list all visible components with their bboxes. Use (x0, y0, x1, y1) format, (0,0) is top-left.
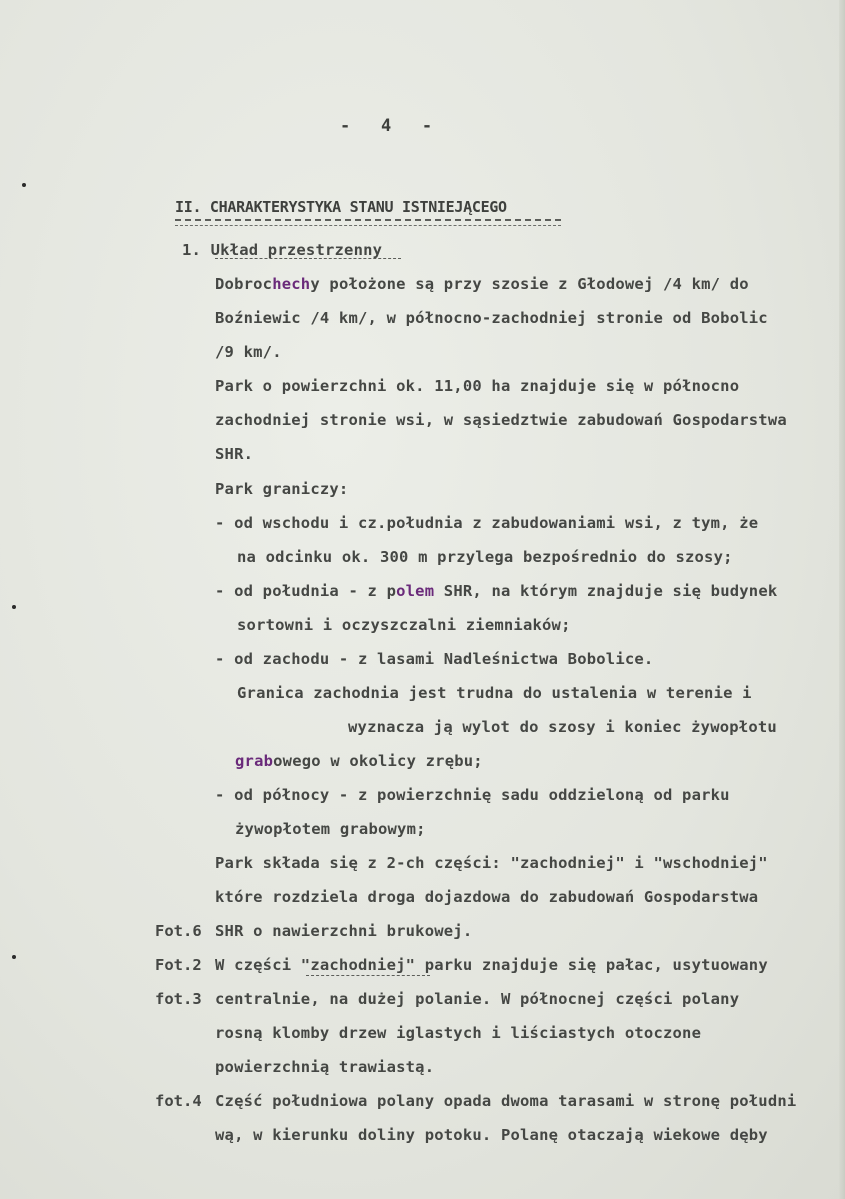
text-line: - od wschodu i cz.południa z zabudowaniami wsi, z tym, że (215, 514, 759, 532)
text-line: żywopłotem grabowym; (235, 820, 426, 838)
punch-hole-mark (12, 605, 16, 609)
photo-reference: Fot.2 (155, 956, 202, 974)
photo-reference: Fot.6 (155, 922, 202, 940)
page-edge-shadow (839, 0, 845, 1199)
text-line: SHR. (215, 445, 254, 463)
subsection-underline (215, 258, 401, 259)
handwritten-correction: grab (235, 752, 274, 770)
page-number: - 4 - (340, 116, 433, 136)
photo-reference: fot.3 (155, 990, 202, 1008)
text-line: SHR o nawierzchni brukowej. (215, 922, 473, 940)
text-line: W części "zachodniej" parku znajduje się pałac, usytuowany (215, 956, 768, 974)
text-line: - od południa - z polem SHR, na którym znajduje się budynek (215, 582, 778, 600)
punch-hole-mark (12, 955, 16, 959)
text-line: zachodniej stronie wsi, w sąsiedztwie zabudowań Gospodarstwa (215, 411, 787, 429)
text-line: Boźniewic /4 km/, w północno-zachodniej stronie od Bobolic (215, 309, 768, 327)
handwritten-correction: olem (396, 582, 435, 600)
text-line: wą, w kierunku doliny potoku. Polanę otaczają wiekowe dęby (215, 1126, 768, 1144)
text-line: sortowni i oczyszczalni ziemniaków; (237, 616, 571, 634)
underlined-word: "zachodniej" (300, 956, 416, 974)
text-line: Park o powierzchni ok. 11,00 ha znajduje się w północno (215, 377, 740, 395)
handwritten-correction: hech (272, 275, 311, 293)
text-line: /9 km/. (215, 343, 282, 361)
text-line: - od zachodu - z lasami Nadleśnictwa Bobolice. (215, 650, 654, 668)
word-underline (306, 975, 430, 976)
text-line: powierzchnią trawiastą. (215, 1058, 435, 1076)
punch-hole-mark (22, 183, 26, 187)
text-line: na odcinku ok. 300 m przylega bezpośrednio do szosy; (237, 548, 733, 566)
text-line: Park składa się z 2-ch części: "zachodniej" i "wschodniej" (215, 854, 768, 872)
text-line: Granica zachodnia jest trudna do ustalenia w terenie i (237, 684, 752, 702)
text-line: centralnie, na dużej polanie. W północnej części polany (215, 990, 740, 1008)
text-line: które rozdziela droga dojazdowa do zabudowań Gospodarstwa (215, 888, 759, 906)
text-line: grabowego w okolicy zrębu; (235, 752, 483, 770)
subsection-title: 1. Układ przestrzenny (182, 241, 383, 259)
heading-underline (175, 219, 561, 226)
text-line: Park graniczy: (215, 480, 349, 498)
text-line: Dobrochechy położone są przy szosie z Głodowej /4 km/ do (215, 275, 749, 293)
text-line: - od północy - z powierzchnię sadu oddzieloną od parku (215, 786, 730, 804)
photo-reference: fot.4 (155, 1092, 202, 1110)
section-heading: II. CHARAKTERYSTYKA STANU ISTNIEJĄCEGO (175, 198, 507, 216)
text-line: wyznacza ją wylot do szosy i koniec żywopłotu (348, 718, 777, 736)
text-line: Część południowa polany opada dwoma tarasami w stronę południ (215, 1092, 797, 1110)
text-line: rosną klomby drzew iglastych i liściastych otoczone (215, 1024, 702, 1042)
